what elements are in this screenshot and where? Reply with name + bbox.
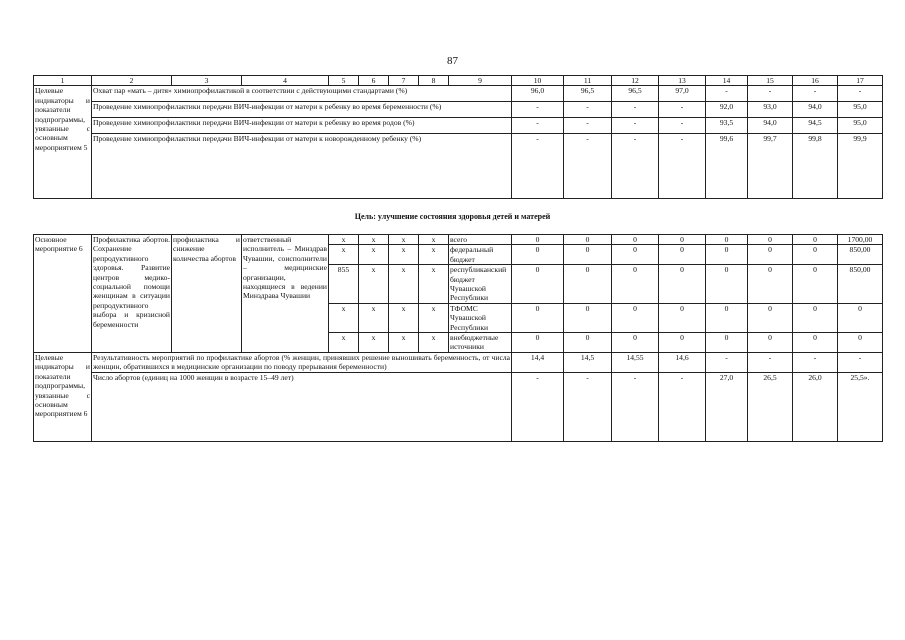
goal-title: Цель: улучшение состояния здоровья детей и матерей bbox=[354, 212, 551, 221]
code-cell: x bbox=[359, 245, 389, 265]
value-cell: 0 bbox=[748, 265, 793, 304]
indicator-text: Охват пар «мать – дитя» химиопрофилактикой в соответствии с действующими стандартами (%) bbox=[92, 86, 512, 102]
activity-executor: ответственный исполнитель – Минздрав Чувашии, соисполнители – медицинские организации, находящиеся в ведении Минздрава Чувашии bbox=[242, 235, 329, 353]
activity-name: Профилактика абортов. Сохранение репродуктивного здоровья. Развитие центров медико-социальной помощи женщинам в ситуации репродуктивного выбора и кризисной беременности bbox=[92, 235, 172, 353]
activity-table-6 bbox=[33, 234, 883, 442]
funding-source: ТФОМС Чувашской Республики bbox=[449, 303, 512, 332]
header-cell: 13 bbox=[659, 76, 706, 86]
value-cell: - bbox=[706, 352, 748, 372]
value-cell: 0 bbox=[659, 333, 706, 353]
value-cell: 0 bbox=[512, 265, 564, 304]
table-row bbox=[34, 352, 883, 372]
indicator-text: Число абортов (единиц на 1000 женщин в возрасте 15–49 лет) bbox=[92, 372, 512, 441]
value-cell: 0 bbox=[793, 333, 838, 353]
header-cell: 5 bbox=[329, 76, 359, 86]
value-cell: 94,0 bbox=[793, 102, 838, 118]
value-cell: - bbox=[793, 352, 838, 372]
header-cell: 11 bbox=[564, 76, 612, 86]
value-cell: 0 bbox=[748, 235, 793, 245]
value-cell: - bbox=[564, 372, 612, 441]
code-cell: x bbox=[329, 333, 359, 353]
value-cell: 92,0 bbox=[706, 102, 748, 118]
value-cell: 94,5 bbox=[793, 118, 838, 134]
value-cell: 0 bbox=[612, 303, 659, 332]
value-cell: 0 bbox=[659, 303, 706, 332]
header-cell: 16 bbox=[793, 76, 838, 86]
indicator-text: Проведение химиопрофилактики передачи ВИЧ-инфекции от матери к ребенку во время беременности (%) bbox=[92, 102, 512, 118]
code-cell: x bbox=[359, 303, 389, 332]
header-row bbox=[34, 76, 883, 86]
activity-label: Основное мероприятие 6 bbox=[34, 235, 92, 353]
value-cell: - bbox=[512, 372, 564, 441]
table-row bbox=[34, 102, 883, 118]
value-cell: - bbox=[512, 134, 564, 199]
page-number: 87 bbox=[447, 55, 458, 67]
value-cell: 99,9 bbox=[838, 134, 883, 199]
indicator-text: Результативность мероприятий по профилактике абортов (% женщин, принявших решение выношивать беременность, от числа женщин, обратившихся в медицинские организации по поводу прерывания беременности) bbox=[93, 352, 510, 372]
value-cell: - bbox=[706, 86, 748, 102]
value-cell: - bbox=[659, 372, 706, 441]
value-cell: 0 bbox=[564, 245, 612, 265]
table-row bbox=[34, 134, 883, 199]
value-cell: 0 bbox=[748, 303, 793, 332]
code-cell: 855 bbox=[329, 265, 359, 304]
header-cell: 7 bbox=[389, 76, 419, 86]
value-cell: 25,5». bbox=[838, 372, 883, 441]
value-cell: 14,6 bbox=[659, 352, 706, 372]
code-cell: x bbox=[389, 265, 419, 304]
code-cell: x bbox=[329, 303, 359, 332]
value-cell: 95,0 bbox=[838, 118, 883, 134]
value-cell: 95,0 bbox=[838, 102, 883, 118]
value-cell: 0 bbox=[706, 333, 748, 353]
value-cell: 0 bbox=[512, 245, 564, 265]
code-cell: x bbox=[419, 235, 449, 245]
code-cell: x bbox=[359, 235, 389, 245]
value-cell: 0 bbox=[612, 265, 659, 304]
value-cell: - bbox=[564, 118, 612, 134]
code-cell: x bbox=[359, 333, 389, 353]
code-cell: x bbox=[389, 235, 419, 245]
value-cell: 0 bbox=[793, 303, 838, 332]
table-row bbox=[34, 86, 883, 102]
code-cell: x bbox=[359, 265, 389, 304]
value-cell: - bbox=[659, 134, 706, 199]
value-cell: 850,00 bbox=[838, 265, 883, 304]
value-cell: 0 bbox=[564, 235, 612, 245]
code-cell: x bbox=[329, 245, 359, 265]
value-cell: - bbox=[564, 102, 612, 118]
value-cell: 96,0 bbox=[512, 86, 564, 102]
value-cell: 850,00 bbox=[838, 245, 883, 265]
value-cell: - bbox=[748, 86, 793, 102]
value-cell: 0 bbox=[612, 235, 659, 245]
header-cell: 10 bbox=[512, 76, 564, 86]
value-cell: 93,0 bbox=[748, 102, 793, 118]
indicator-group-label: Целевые индикаторы и показатели подпрограммы, увязанные с основным мероприятием 6 bbox=[34, 352, 92, 441]
value-cell: 0 bbox=[793, 265, 838, 304]
header-cell: 6 bbox=[359, 76, 389, 86]
value-cell: 14,4 bbox=[512, 352, 564, 372]
value-cell: - bbox=[838, 86, 883, 102]
value-cell: 0 bbox=[706, 245, 748, 265]
header-cell: 4 bbox=[242, 76, 329, 86]
header-cell: 15 bbox=[748, 76, 793, 86]
funding-source: республиканский бюджет Чувашской Республики bbox=[449, 265, 512, 304]
value-cell: 0 bbox=[706, 303, 748, 332]
header-cell: 1 bbox=[34, 76, 92, 86]
value-cell: 26,0 bbox=[793, 372, 838, 441]
value-cell: - bbox=[512, 102, 564, 118]
value-cell: 0 bbox=[793, 235, 838, 245]
value-cell: 0 bbox=[612, 245, 659, 265]
value-cell: 0 bbox=[512, 235, 564, 245]
value-cell: 14,5 bbox=[564, 352, 612, 372]
value-cell: 96,5 bbox=[612, 86, 659, 102]
value-cell: 0 bbox=[838, 333, 883, 353]
value-cell: - bbox=[659, 102, 706, 118]
indicator-text: Проведение химиопрофилактики передачи ВИЧ-инфекции от матери к ребенку во время родов (%) bbox=[92, 118, 512, 134]
value-cell: - bbox=[748, 352, 793, 372]
code-cell: x bbox=[389, 333, 419, 353]
value-cell: 97,0 bbox=[659, 86, 706, 102]
indicator-group-label: Целевые индикаторы и показатели подпрограммы, увязанные с основным мероприятием 5 bbox=[34, 86, 92, 199]
value-cell: 99,6 bbox=[706, 134, 748, 199]
value-cell: 0 bbox=[748, 333, 793, 353]
value-cell: - bbox=[512, 118, 564, 134]
value-cell: 14,55 bbox=[612, 352, 659, 372]
value-cell: - bbox=[793, 86, 838, 102]
value-cell: 1700,00 bbox=[838, 235, 883, 245]
funding-source: федеральный бюджет bbox=[449, 245, 512, 265]
value-cell: 99,8 bbox=[793, 134, 838, 199]
indicator-table-5 bbox=[33, 75, 883, 199]
value-cell: 0 bbox=[793, 245, 838, 265]
value-cell: 27,0 bbox=[706, 372, 748, 441]
code-cell: x bbox=[389, 303, 419, 332]
value-cell: - bbox=[612, 372, 659, 441]
code-cell: x bbox=[329, 235, 359, 245]
code-cell: x bbox=[419, 245, 449, 265]
value-cell: 0 bbox=[659, 265, 706, 304]
value-cell: - bbox=[838, 352, 883, 372]
value-cell: 93,5 bbox=[706, 118, 748, 134]
value-cell: 0 bbox=[564, 333, 612, 353]
funding-source: всего bbox=[449, 235, 512, 245]
value-cell: 0 bbox=[564, 265, 612, 304]
indicator-text: Проведение химиопрофилактики передачи ВИЧ-инфекции от матери к новорожденному ребенку (%) bbox=[92, 134, 512, 199]
value-cell: 96,5 bbox=[564, 86, 612, 102]
value-cell: 0 bbox=[748, 245, 793, 265]
value-cell: 99,7 bbox=[748, 134, 793, 199]
value-cell: 0 bbox=[564, 303, 612, 332]
code-cell: x bbox=[419, 333, 449, 353]
value-cell: - bbox=[564, 134, 612, 199]
header-cell: 2 bbox=[92, 76, 172, 86]
value-cell: 0 bbox=[659, 235, 706, 245]
value-cell: - bbox=[612, 134, 659, 199]
header-cell: 12 bbox=[612, 76, 659, 86]
value-cell: - bbox=[659, 118, 706, 134]
code-cell: x bbox=[389, 245, 419, 265]
value-cell: 0 bbox=[706, 235, 748, 245]
table-row bbox=[34, 235, 883, 245]
funding-source: внебюджетные источники bbox=[449, 333, 512, 353]
value-cell: 0 bbox=[659, 245, 706, 265]
activity-task: профилактика и снижение количества абортов bbox=[172, 235, 242, 353]
value-cell: 0 bbox=[706, 265, 748, 304]
value-cell: 0 bbox=[838, 303, 883, 332]
table-row bbox=[34, 118, 883, 134]
header-cell: 14 bbox=[706, 76, 748, 86]
header-cell: 8 bbox=[419, 76, 449, 86]
value-cell: 94,0 bbox=[748, 118, 793, 134]
code-cell: x bbox=[419, 303, 449, 332]
value-cell: 26,5 bbox=[748, 372, 793, 441]
header-cell: 3 bbox=[172, 76, 242, 86]
value-cell: 0 bbox=[512, 333, 564, 353]
header-cell: 17 bbox=[838, 76, 883, 86]
table-row bbox=[34, 372, 883, 441]
header-cell: 9 bbox=[449, 76, 512, 86]
value-cell: - bbox=[612, 102, 659, 118]
value-cell: 0 bbox=[512, 303, 564, 332]
value-cell: 0 bbox=[612, 333, 659, 353]
value-cell: - bbox=[612, 118, 659, 134]
code-cell: x bbox=[419, 265, 449, 304]
